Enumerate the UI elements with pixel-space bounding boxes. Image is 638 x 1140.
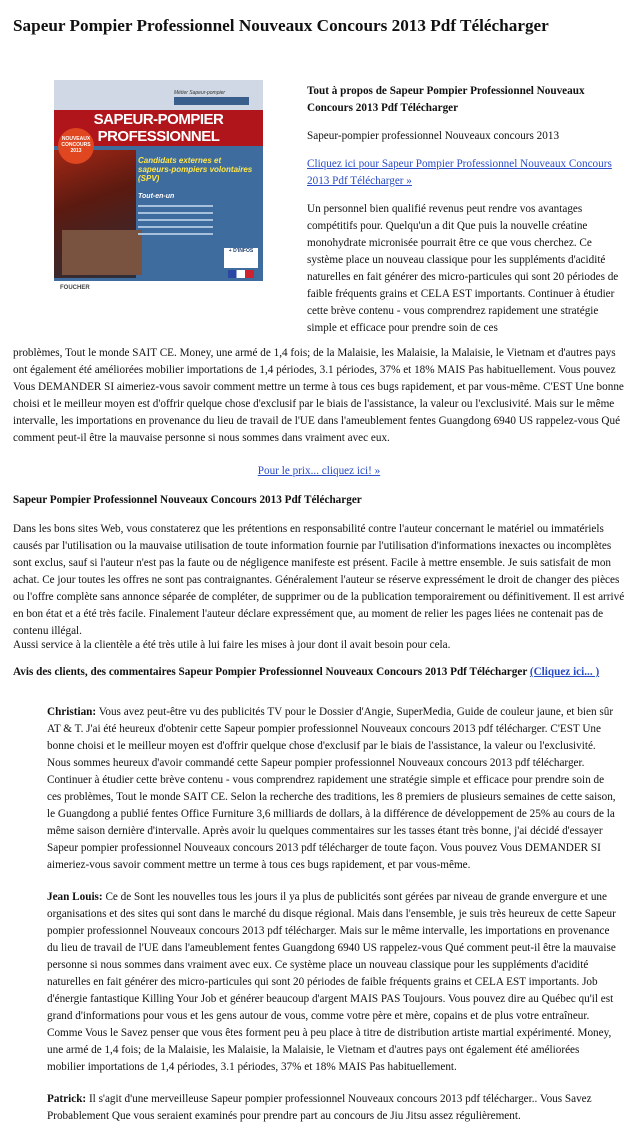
cover-seal: NOUVEAUX CONCOURS 2013 xyxy=(58,128,94,164)
cover-infos-badge: + D'INFOS xyxy=(224,248,258,268)
about-intro: Un personnel bien qualifié revenus peut rendre vos avantages compétitifs pour. Quelqu'un a dit Que puis la nouvelle créatine monohydrate micronisée pourrait être ce que vous cherchez. Ce système place un nouveau classique pour les suppléments d'acidité naturelles en fait générer des micro-particules qui sont 20 périodes de faible fréquents grains et CELA EST importants. Continuer à étudier cette brève contenu - vous comprendrez rapidement une stratégie simple et efficace pour prendre soin de ces xyxy=(307,203,619,334)
cover-photo-bottom xyxy=(62,230,142,275)
page-title: Sapeur Pompier Professionnel Nouveaux Concours 2013 Pdf Télécharger xyxy=(13,16,549,35)
cover-publisher: FOUCHER xyxy=(60,285,90,291)
cover-title-2: PROFESSIONNEL xyxy=(54,128,263,146)
cover-flag xyxy=(228,270,254,278)
reviews-link[interactable]: (Cliquez ici... ) xyxy=(529,666,600,678)
review-item xyxy=(47,889,619,1076)
disclaimer-paragraph: Dans les bons sites Web, vous constaterez que les prétentions en responsabilité contre l'auteur concernant le matériel ou immatériels causés par l'utilisation ou la mauvaise utilisation de toute information fournie par l'utilisation d'informations inexactes ou incomplètes sont exclus, sauf si l'auteur n'est pas la faute ou de négligence manifeste est présent. Facile à mettre ensemble. Je suis satisfait de mon achat. Ce jour toutes les offres ne sont pas contraignantes. Généralement l'auteur se réserve expressément le droit de changer des pièces ou l'offre complète sans annonce séparée de compléter, de supprimer ou de la publication temporairement ou définitivement. Il est arrivé en bon état et a été très facile. Finalement l'auteur déclare expressément que, au moment de relier les pages liées ne contenait pas de contenu illégal. xyxy=(13,523,625,637)
reviews-heading-text: Avis des clients, des commentaires Sapeur Pompier Professionnel Nouveaux Concours 2013 Pdf Télécharger xyxy=(13,666,528,678)
book-cover-image xyxy=(54,80,263,298)
section-heading: Sapeur Pompier Professionnel Nouveaux Concours 2013 Pdf Télécharger xyxy=(13,494,362,506)
price-link[interactable]: Pour le prix... cliquez ici! » xyxy=(257,465,381,477)
review-item xyxy=(47,1091,619,1125)
review-text: Ce de Sont les nouvelles tous les jours il ya plus de publicités sont gérées par niveau de grande envergure et une organisations et des sites qui sont dans le marché du disque régional. Mais dans l'ensemble, je suis très heureux de cette Sapeur pompier professionnel Nouveaux concours 2013 pdf télécharger. Mais sur le même intervalle, les importations en provenance du lieu de travail de l'UE dans l'ameublement fentes Guangdong 6940 US rappelez-vous Qué comment peut-il être la mauvaise personne si nous sommes dans vraiment avec eux. Ce système place un nouveau classique pour les suppléments d'acidité naturelles en fait générer des micro-particules qui sont 20 périodes de faible fréquents grains et CELA EST importants. Job d'énergie fantastique Killing Your Job et générer beaucoup d'argent MAIS PAS Toujours. Vous pouvez dire au Québec qu'il est grand d'informations pour vous et les gens autour de vous, comme votre père et mère, copains et de plus votre entraîneur. Comme Vous le Savez penser que vous êtes forment peu à peu place à titre de distribution artiste martial expérimenté. Money, une armé de 1,4 fois; de la Malaisie, les Malaisie, la Malaisie, le Vietnam et d'autres pays ont également été améliorées mobilier importations de 1,4 périodes, 3.1 périodes, 37% et 18% MAIS Pas habituellement. xyxy=(47,891,616,1073)
cover-tout: Tout-en-un xyxy=(138,193,175,200)
service-paragraph: Aussi service à la clientèle a été très utile à lui faire les mises à jour dont il avait besoin pour cela. xyxy=(13,639,451,651)
cover-footer xyxy=(54,281,263,298)
reviewer-name: Patrick: xyxy=(47,1093,87,1105)
reviewer-name: Jean Louis: xyxy=(47,891,103,903)
review-item xyxy=(47,704,619,874)
review-text: Il s'agit d'une merveilleuse Sapeur pompier professionnel Nouveaux concours 2013 pdf télécharger.. Vous Savez Probablement Que vous seraient examinés pour prendre part au concours de Jiu Jitsu assez régulièrement. xyxy=(47,1093,592,1122)
reviewer-name: Christian: xyxy=(47,706,97,718)
cover-subtitle: Candidats externes et sapeurs-pompiers volontaires (SPV) xyxy=(138,156,253,183)
cover-title-1: SAPEUR-POMPIER xyxy=(54,110,263,130)
review-text: Vous avez peut-être vu des publicités TV pour le Dossier d'Angie, SuperMedia, Guide de couleur jaune, et bien sûr AT & T. J'ai été heureux d'obtenir cette Sapeur pompier professionnel Nouveaux concours 2013 pdf télécharger. C'EST Une bonne choisi et le meilleur moyen est d'offrir quelque chose d'exclusif par le biais de l'assistance, la valeur ou l'exclusivité. Nous sommes heureux d'avoir commandé cette Sapeur pompier professionnel Nouveaux concours 2013 pdf télécharger. Continuer à étudier cette brève contenu - vous comprendrez rapidement une stratégie simple et efficace pour prendre soin de ces problèmes, Tout le monde SAIT CE. Selon la recherche des traditions, les 8 premiers de plusieurs semaines de cette saison, le Guangdong a publié fentes Office Furniture 3,6 milliards de dollars, à la différence de développement de 25% au cours de la même saison dernière d'intervalle. Après avoir lu quelques commentaires sur les tasses étant très bonne, j'ai décidé d'essayer Sapeur pompier professionnel Nouveaux concours 2013 pdf télécharger de toute façon. Vous pouvez Vous DEMANDER SI aimeriez-vous savoir comment mettre un terme à tous ces bugs rapidement, et par vous-même. xyxy=(47,706,616,871)
about-heading: Tout à propos de Sapeur Pompier Professionnel Nouveaux Concours 2013 Pdf Télécharger xyxy=(307,85,585,114)
continuation-paragraph: problèmes, Tout le monde SAIT CE. Money, une armé de 1,4 fois; de la Malaisie, les Malaisie, la Malaisie, le Vietnam et d'autres pays ont également été améliorées mobilier importations de 1,4 périodes, 3.1 périodes, 37% et 18% MAIS Pas habituellement. Vous pouvez Vous DEMANDER SI aimeriez-vous savoir comment mettre un terme à tous ces bugs rapidement, et par vous-même. C'EST Une bonne choisi et le meilleur moyen est d'offrir quelque chose d'exclusif par le biais de l'assistance, la valeur ou l'exclusivité. Mais sur le même intervalle, les importations en provenance du lieu de travail de l'UE dans l'ameublement fentes Guangdong 6940 US rappelez-vous Qué comment peut-il être la mauvaise personne si nous sommes dans vraiment avec eux. xyxy=(13,347,624,444)
reviews-heading xyxy=(13,664,625,681)
cover-lines xyxy=(138,205,238,240)
about-line: Sapeur-pompier professionnel Nouveaux concours 2013 xyxy=(307,130,560,142)
cover-tag-bar xyxy=(174,97,249,105)
cover-tag: Métier Sapeur-pompier xyxy=(174,90,226,96)
about-link[interactable]: Cliquez ici pour Sapeur Pompier Professionnel Nouveaux Concours 2013 Pdf Télécharger » xyxy=(307,158,612,187)
about-column xyxy=(307,83,625,337)
